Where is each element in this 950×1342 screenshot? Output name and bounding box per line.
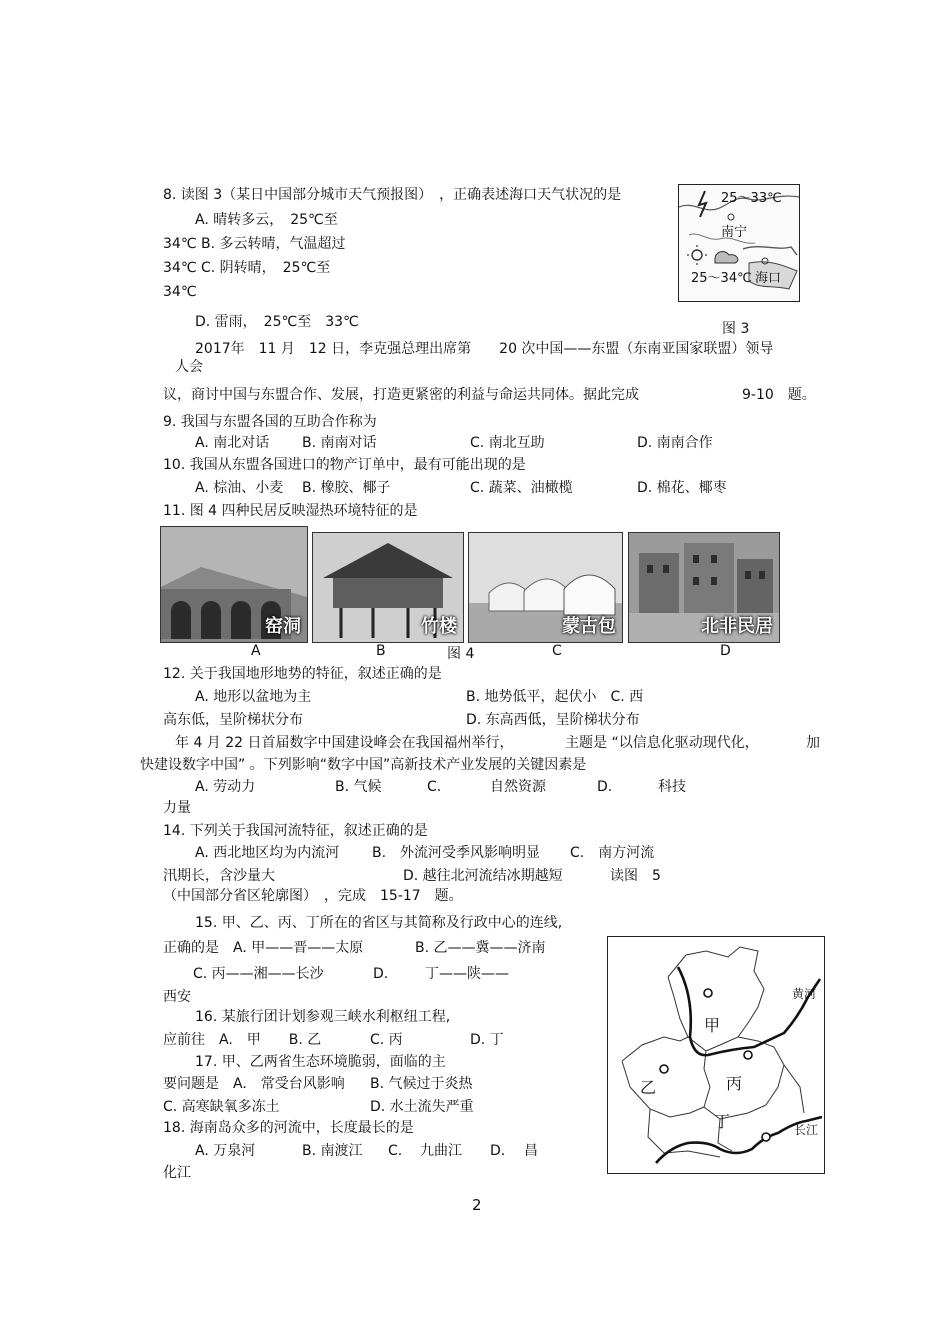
- q15-option-d-text: 丁——陕——: [425, 966, 509, 982]
- q16-options-ab: 应前往 A. 甲 B. 乙: [163, 1032, 322, 1048]
- q17-option-d: D. 水土流失严重: [370, 1099, 474, 1115]
- figure-3-caption: 图 3: [722, 321, 750, 337]
- yellow-river-label: 黄河: [792, 987, 817, 1001]
- q14-option-a: A. 西北地区均为内流河: [195, 845, 340, 861]
- haikou-temp: 25～34℃: [691, 271, 752, 286]
- q15-stem: 15. 甲、乙、丙、丁所在的省区与其简称及行政中心的连线,: [195, 915, 563, 931]
- q9-option-d: D. 南南合作: [637, 435, 713, 451]
- q13-line1b: 主题是 “以信息化驱动现代化，: [565, 735, 759, 751]
- q8-option-c: 34℃ C. 阴转晴， 25℃至: [163, 260, 331, 276]
- q10-option-b: B. 橡胶、椰子: [302, 480, 391, 496]
- q8-option-a: A. 晴转多云， 25℃至: [195, 212, 338, 228]
- intro-9-10-line2: 议，商讨中国与东盟合作、发展，打造更紧密的利益与命运共同体。据此完成: [163, 387, 639, 403]
- q14-option-c-cont: 汛期长，含沙量大: [163, 868, 275, 884]
- q15-option-a: 正确的是 A. 甲——晋——太原: [163, 940, 364, 956]
- q13-option-d: D.: [597, 779, 613, 795]
- q11-stem: 11. 图 4 四种民居反映湿热环境特征的是: [163, 503, 418, 519]
- intro-15-17-line1: 读图 5: [610, 868, 661, 884]
- photo-zhulou-label: 竹楼: [421, 616, 457, 637]
- figure-5-province-map: [607, 936, 825, 1174]
- q14-option-c: C. 南方河流: [570, 845, 655, 861]
- q16-stem: 16. 某旅行团计划参观三峡水利枢纽工程,: [195, 1009, 451, 1025]
- q9-stem: 9. 我国与东盟各国的互助合作称为: [163, 414, 377, 430]
- q18-option-d-text: 昌: [524, 1143, 538, 1159]
- q12-option-c: 高东低，呈阶梯状分布: [163, 712, 303, 728]
- q12-option-a: A. 地形以盆地为主: [195, 689, 312, 705]
- yellow-river-line: [678, 967, 820, 1055]
- q17-option-c: C. 高寒缺氧多冻土: [163, 1099, 280, 1115]
- photo-letter-a: A: [251, 643, 261, 659]
- q9-option-c: C. 南北互助: [470, 435, 545, 451]
- photo-yaodong-label: 窑洞: [265, 616, 301, 637]
- q18-option-b: B. 南渡江: [302, 1143, 363, 1159]
- q15-option-d: D.: [373, 966, 389, 982]
- q16-option-c: C. 丙: [370, 1032, 403, 1048]
- q18-option-d: D.: [490, 1143, 506, 1159]
- q18-stem: 18. 海南岛众多的河流中，长度最长的是: [163, 1120, 414, 1136]
- q18-option-c-text: 九曲江: [420, 1143, 462, 1159]
- province-outline-map: [608, 937, 824, 1173]
- q14-option-d: D. 越往北河流结冰期越短: [403, 868, 563, 884]
- nanning-label: 南宁: [721, 225, 748, 240]
- q15-option-d-cont: 西安: [163, 989, 191, 1005]
- photo-zhulou: [312, 532, 464, 643]
- intro-9-10-line1: 2017年 11 月 12 日，李克强总理出席第 20 次中国——东盟（东南亚国家联盟）领导: [195, 341, 774, 357]
- q13-option-d-cont: 力量: [163, 800, 191, 816]
- q9-option-a: A. 南北对话: [195, 435, 270, 451]
- capital-marker-ding: [762, 1133, 770, 1141]
- province-label-ding: 丁: [714, 1112, 731, 1131]
- province-label-yi: 乙: [640, 1078, 657, 1097]
- sun-icon: [692, 250, 702, 260]
- intro-15-17-line2: （中国部分省区轮廓图） ，完成 15-17 题。: [163, 888, 463, 904]
- q13-line1a: 年 4 月 22 日首届数字中国建设峰会在我国福州举行，: [175, 735, 514, 751]
- photo-letter-b: B: [376, 643, 386, 659]
- photo-menggubao-label: 蒙古包: [562, 616, 616, 637]
- q10-stem: 10. 我国从东盟各国进口的物产订单中，最有可能出现的是: [163, 457, 526, 473]
- q13-option-a: A. 劳动力: [195, 779, 256, 795]
- haikou-label: 海口: [755, 271, 782, 286]
- lightning-icon: [699, 191, 706, 217]
- q18-option-d-cont: 化江: [163, 1165, 191, 1181]
- q12-option-b: B. 地势低平，起伏小 C. 西: [466, 689, 644, 705]
- province-label-jia: 甲: [704, 1016, 721, 1035]
- q8-stem: 8. 读图 3（某日中国部分城市天气预报图） ，正确表述海口天气状况的是: [163, 187, 622, 203]
- photo-yaodong: [160, 526, 308, 643]
- cloud-icon: [715, 252, 738, 263]
- q13-option-d-text: 科技: [658, 779, 686, 795]
- q13-option-c-text: 自然资源: [490, 779, 546, 795]
- photo-letter-d: D: [720, 643, 731, 659]
- q10-option-a: A. 棕油、小麦: [195, 480, 284, 496]
- q13-option-b: B. 气候: [335, 779, 382, 795]
- page-number: 2: [472, 1196, 482, 1214]
- q14-option-b: B. 外流河受季风影响明显: [372, 845, 541, 861]
- q13-option-c: C.: [427, 779, 442, 795]
- q12-option-d: D. 东高西低，呈阶梯状分布: [466, 712, 640, 728]
- figure-4-caption: 图 4: [447, 646, 475, 662]
- q10-option-d: D. 棉花、椰枣: [637, 480, 727, 496]
- q16-option-d: D. 丁: [470, 1032, 504, 1048]
- q15-option-b: B. 乙——冀——济南: [415, 940, 546, 956]
- q13-line1c: 加: [806, 735, 820, 751]
- figure-3-weather-map: [678, 184, 800, 302]
- q10-option-c: C. 蔬菜、油橄榄: [470, 480, 573, 496]
- q17-option-a: 要问题是 A. 常受台风影响: [163, 1076, 345, 1092]
- q12-stem: 12. 关于我国地形地势的特征，叙述正确的是: [163, 666, 442, 682]
- q18-option-c: C.: [388, 1143, 403, 1159]
- capital-marker-yi: [660, 1065, 668, 1073]
- q17-stem: 17. 甲、乙两省生态环境脆弱，面临的主: [195, 1054, 446, 1070]
- q18-option-a: A. 万泉河: [195, 1143, 256, 1159]
- q9-option-b: B. 南南对话: [302, 435, 377, 451]
- capital-marker-jia: [704, 989, 712, 997]
- nanning-marker: [728, 214, 734, 220]
- q14-stem: 14. 下列关于我国河流特征，叙述正确的是: [163, 823, 428, 839]
- q13-line2: 快建设数字中国” 。下列影响“数字中国”高新技术产业发展的关键因素是: [140, 757, 587, 773]
- q8-option-c-cont: 34℃: [163, 284, 197, 300]
- capital-marker-bing: [744, 1051, 752, 1059]
- intro-9-10-line2b: 9-10 题。: [742, 387, 816, 403]
- intro-9-10-line1b: 人会: [175, 359, 203, 375]
- q17-option-b: B. 气候过于炎热: [370, 1076, 473, 1092]
- photo-beifeiminju-label: 北非民居: [701, 616, 773, 637]
- q8-option-d: D. 雷雨， 25℃至 33℃: [195, 314, 359, 330]
- nanning-temp: 25～33℃: [721, 191, 782, 206]
- province-label-bing: 丙: [726, 1074, 743, 1093]
- photo-menggubao: [468, 532, 623, 643]
- yangtze-river-label: 长江: [794, 1123, 819, 1137]
- photo-letter-c: C: [552, 643, 562, 659]
- q8-option-b: 34℃ B. 多云转晴，气温超过: [163, 236, 346, 252]
- photo-beifeiminju: [628, 532, 780, 643]
- q15-option-c: C. 丙——湘——长沙: [193, 966, 324, 982]
